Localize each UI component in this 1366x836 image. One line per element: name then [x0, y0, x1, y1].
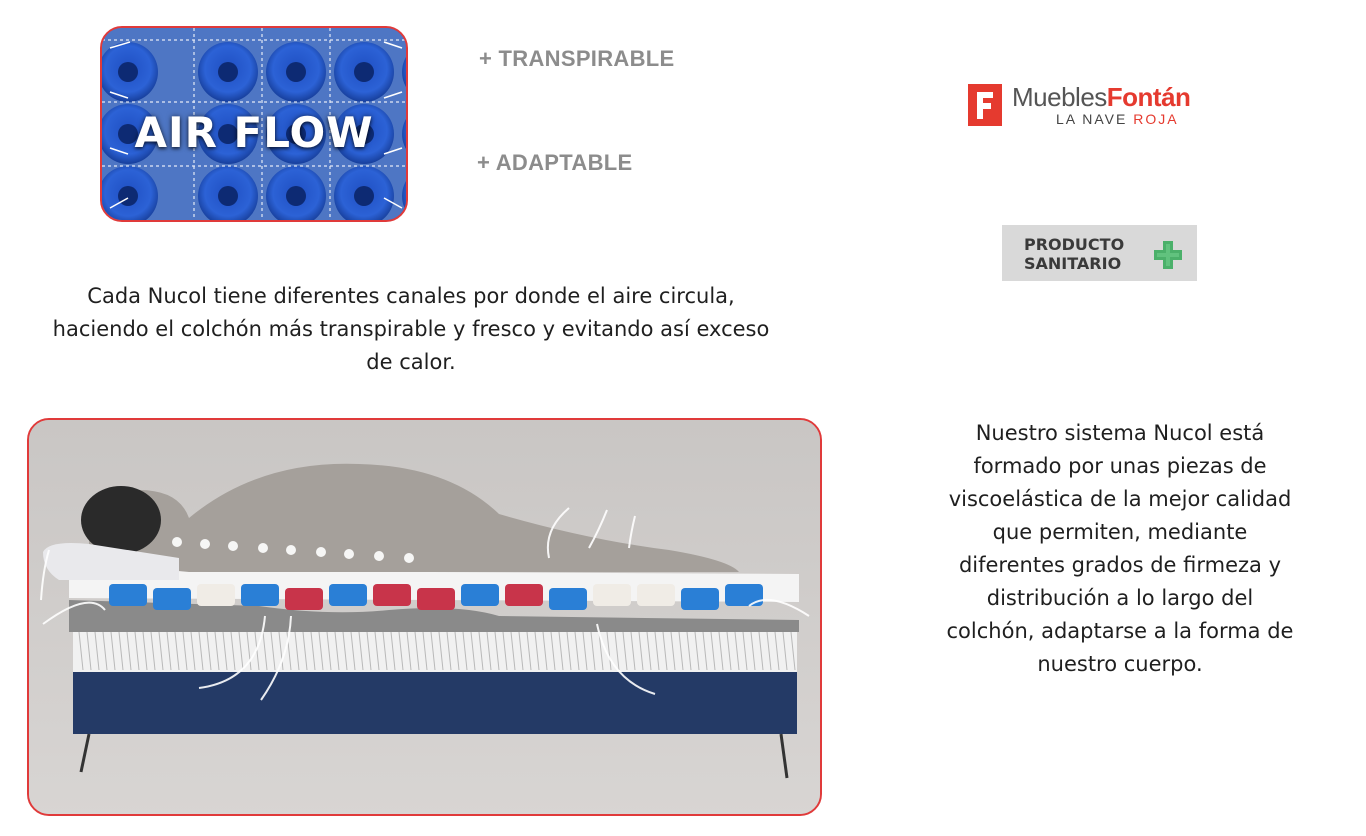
logo-mark-icon: [968, 84, 1002, 126]
airflow-image: [100, 26, 408, 222]
benefit-adaptable: + ADAPTABLE: [477, 150, 633, 175]
mattress-illustration: [29, 420, 822, 816]
plus-cross-icon: [1152, 239, 1184, 271]
logo-tagline: [1056, 111, 1179, 127]
airflow-description: Cada Nucol tiene diferentes canales por donde el aire circula, haciendo el colchón más transpirable y fresco y evitando así exceso de calor.: [52, 284, 770, 374]
badge-line2: SANITARIO: [1024, 254, 1122, 273]
logo-brand-part1: Muebles: [1012, 82, 1107, 112]
logo-wordmark: [1012, 82, 1190, 113]
badge-text: [1024, 235, 1124, 273]
logo-tagline-part2: ROJA: [1133, 111, 1179, 127]
badge-line1: PRODUCTO: [1024, 235, 1125, 254]
logo-tagline-part1: LA NAVE: [1056, 111, 1134, 127]
mattress-image: [27, 418, 822, 816]
airflow-label: AIR FLOW: [134, 108, 374, 157]
benefit-transpirable: + TRANSPIRABLE: [479, 46, 675, 71]
producto-sanitario-badge: [1002, 225, 1197, 281]
muebles-fontan-logo: [968, 82, 1228, 128]
logo-brand-part2: Fontán: [1106, 82, 1191, 112]
nucol-system-description: Nuestro sistema Nucol está formado por unas piezas de viscoelástica de la mejor calidad que permiten, mediante diferentes grados de firmeza y distribución a lo largo del colchón, adaptarse a la forma de nuestro cuerpo.: [946, 421, 1294, 676]
